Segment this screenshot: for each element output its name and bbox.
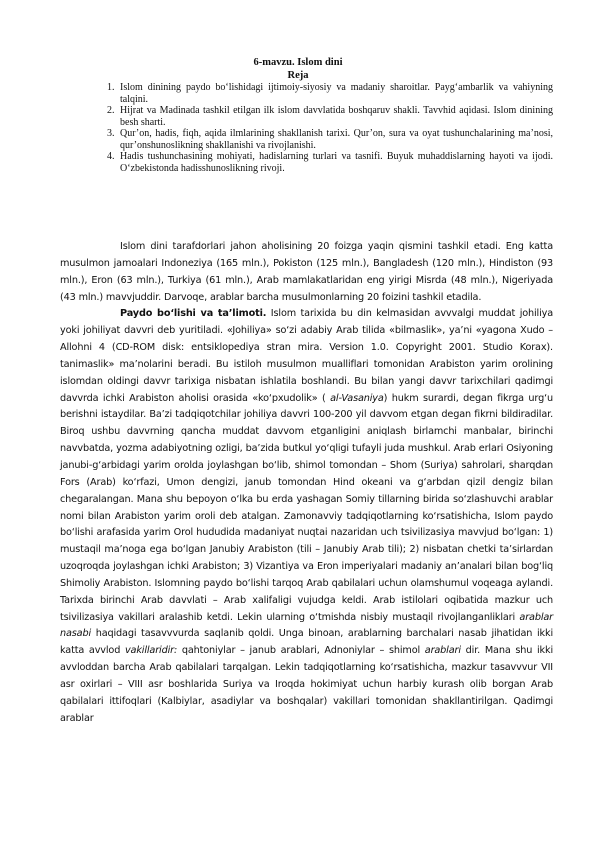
paragraph-origin: Paydo bo‘lishi va ta’limoti. Islom tarixida bu din kelmasidan avvvalgi muddat johiliya yoki johiliyat davvri deb yuritiladi. «Johiliya» so‘zi adabiy Arab tilida «bilmaslik», ya’ni «yagona Xudo – Allohni 4 (CD-ROM disk: entsiklopediya stran mira. Version 1.0. Copyright 2001. Studio Korax). tanimaslik» ma’nolarini beradi. Bu istiloh musulmon mualliflari tomonidan Arabiston yarim orolining islomdan oldingi davvr tarixiga nisbatan ishlatila boshlandi. Bu bilan yangi davvr tarixchilari qadimgi davvrda ichki Arabiston aholisi orasida «ko‘pxudolik» ( al-Vasaniya) hukm surardi, degan fikrga urg‘u berishni istaydilar. Ba’zi tadqiqotchilar johiliya davvri 100-200 yil davvom etgan degan fikrni bildiradilar. Biroq ushbu davvrning qancha muddat davvom etganligini aniqlash birlamchi manbalar, birinchi navvbatda, yozma adabiyotning ozligi, ba’zida butkul yo‘qligi tufayli juda mushkul. Arab erlari Osiyoning janubi-g‘arbidagi yarim orolda joylashgan bo‘lib, shimol tomondan – Shom (Suriya) sahrolari, sharqdan Fors (Arab) ko‘rfazi, Umon dengizi, janub tomondan Hind okeani va g‘arbdan qizil dengiz bilan chegaralangan. Mana shu bepoyon o‘lka bu erda yashagan Somiy tillarning birida so‘zlashuvchi arablar nomi bilan Arabiston yarim oroli deb atalgan. Zamonavviy tadqiqotlarning ko‘rsatishicha, Islom paydo bo‘lishi arafasida yarim Orol hududida madaniyat nuqtai nazaridan uch tsivilizasiya mavvjud bo‘lgan: 1) mustaqil ma’noga ega bo‘lgan Janubiy Arabiston (tili – Janubiy Arab tili); 2) nisbatan chetki ta’sirlardan uzoqroqda joylashgan ichki Arabiston; 3) Vizantiya va Eron imperiyalari madaniy an’analari bilan bog‘liq Shimoliy Arabiston. Islomning paydo bo‘lishi tarqoq Arab qabilalari uchun olamshumul voqeaga aylandi. Tarixda birinchi Arab davvlati – Arab xalifaligi vujudga keldi. Arab istilolari oqibatida mazkur uch tsivilizasiya vakillari aralashib ketdi. Lekin ularning o‘tmishda nisbiy mustaqil rivojlanganliklari arablar nasabi haqidagi tasavvvurda saqlanib qoldi. Unga binoan, arablarning barchalari nasab jihatidan ikki katta avvlod vakillaridir: qahtoniylar – janub arablari, Adnoniylar – shimol arablari dir. Mana shu ikki avvloddan barcha Arab qabilalari tarqalgan. Lekin tadqiqotlarning ko‘rsatishicha, mazkur tasavvvur VII asr oxirlari – VIII asr boshlarida Suriya va Iroqda hokimiyat uchun harbiy kurash olib borgan Arab qabilalari ittifoqlari (Kalbiylar, asadiylar va boshqalar) vakillari tomonidan shakllantirilgan. Qadimgi arablar bbox=[60, 308, 554, 724]
document-title: 6-mavzu. Islom dini bbox=[253, 57, 343, 68]
plan-item: 1. Islom dinining paydo bo‘lishidagi ijtimoiy-siyosiy va madaniy sharoitlar. Payg‘ambarlik va vahiyning talqini. bbox=[107, 82, 553, 105]
plan-list bbox=[108, 82, 553, 174]
paragraph-intro: Islom dini tarafdorlari jahon aholisining 20 foizga yaqin qismini tashkil etadi. Eng katta musulmon jamoalari Indoneziya (165 mln.), Pokiston (125 mln.), Bangladesh (120 mln.), Hindiston (93 mln.), Eron (63 mln.), Turkiya (61 mln.), Arab mamlakatlaridan eng yirigi Misrda (48 mln.), Nigeriyada (43 mln.) mavvjuddir. Darvoqe, arablar barcha musulmonlarning 20 foizini tashkil etadila. bbox=[60, 241, 553, 303]
plan-item: 4. Hadis tushunchasining mohiyati, hadislarning turlari va tasnifi. Buyuk muhaddislarning hayoti va ijodi. O‘zbekistonda hadisshunoslikning rivoji. bbox=[107, 151, 553, 174]
document-body bbox=[60, 239, 553, 727]
section-heading: Paydo bo‘lishi va ta’limoti. bbox=[120, 308, 267, 320]
plan-heading: Reja bbox=[287, 70, 309, 81]
plan-item: 3. Qur’on, hadis, fiqh, aqida ilmlarining shakllanish tarixi. Qur’on, sura va oyat tushunchalarining ma’nosi, qur’onshunoslikning shakllanishi va rivojlanishi. bbox=[107, 128, 553, 151]
plan-item: 2. Hijrat va Madinada tashkil etilgan ilk islom davvlatida boshqaruv shakli. Tavvhid aqidasi. Islom dinining besh sharti. bbox=[107, 105, 553, 128]
